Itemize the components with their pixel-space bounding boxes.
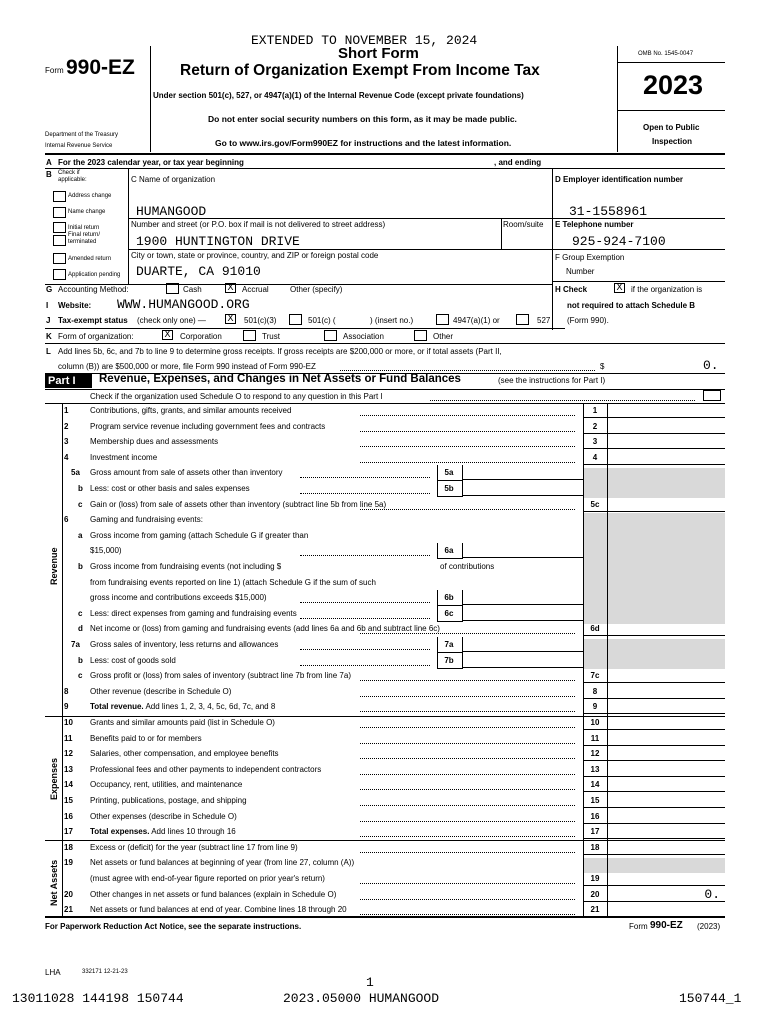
expenses-side-label: Expenses: [49, 757, 59, 800]
gross-receipts-value: 0.: [703, 358, 719, 373]
line-number: d: [78, 624, 83, 633]
inspection: Inspection: [652, 137, 693, 146]
dept-treasury: Department of the Treasury: [45, 132, 119, 138]
line-text-main: Other changes in net assets or fund balances (explain in Schedule O): [90, 890, 337, 899]
line-box-number: 2: [592, 422, 598, 431]
gross-receipts-dollar: $: [600, 362, 605, 371]
line-text-main: Gross income from fundraising events (not including $: [90, 562, 282, 571]
line-text-main: Professional fees and other payments to independent contractors: [90, 765, 322, 774]
line-text: [90, 562, 281, 571]
line-text-main: Gross profit or (loss) from sales of inventory (subtract line 7b from line 7a): [90, 671, 351, 680]
amended-return-label: Amended return: [68, 256, 112, 262]
row-b-letter: B: [46, 170, 52, 179]
line-text: [90, 702, 275, 711]
inner-box-label: 5a: [444, 468, 454, 477]
inner-box-label: 7a: [444, 640, 454, 649]
revenue-side-label: Revenue: [49, 547, 59, 585]
line-number: c: [78, 500, 83, 509]
footer-center-code: 2023.05000 HUMANGOOD: [283, 991, 440, 1006]
line-text: [90, 812, 237, 821]
form-word: Form: [45, 66, 64, 75]
cash-label: Cash: [183, 285, 202, 294]
line-text-main: Less: direct expenses from gaming and fundraising events: [90, 609, 297, 618]
check-if-label: Check if: [58, 170, 80, 176]
line-text-main: Program service revenue including government fees and contracts: [90, 422, 326, 431]
terminated-label: terminated: [68, 239, 97, 245]
line-text: [90, 890, 336, 899]
final-return-label: Final return/: [68, 232, 101, 238]
omb-number: OMB No. 1545-0047: [638, 51, 694, 57]
line-text-main: Gross income from gaming (attach Schedule G if greater than: [90, 531, 309, 540]
line-text: [90, 515, 203, 524]
line-text-main: Excess or (deficit) for the year (subtract line 17 from line 9): [90, 843, 298, 852]
line-number: 6: [64, 515, 69, 524]
line-number: 15: [64, 796, 73, 805]
line-number: a: [78, 531, 83, 540]
phone-value: 925-924-7100: [572, 234, 666, 249]
phone-label: E Telephone number: [555, 220, 634, 229]
line-text-main: Other revenue (describe in Schedule O): [90, 687, 232, 696]
line-text: [90, 624, 440, 633]
line-box-number: 11: [590, 734, 600, 743]
extended-notice: EXTENDED TO NOVEMBER 15, 2024: [251, 33, 478, 48]
tax-exempt-label: Tax-exempt status: [58, 316, 128, 325]
form-title: Return of Organization Exempt From Income Tax: [180, 62, 540, 79]
line-box-number: 16: [590, 812, 600, 821]
corporation-checkbox[interactable]: X: [162, 330, 173, 340]
gross-receipts-text2: column (B)) are $500,000 or more, file Form 990 instead of Form 990-EZ: [58, 362, 316, 371]
line-box-number: 5c: [590, 500, 600, 509]
name-change-label: Name change: [68, 209, 106, 215]
accrual-checkbox[interactable]: X: [225, 283, 236, 293]
line-box-number: 13: [590, 765, 600, 774]
line-number: 12: [64, 749, 73, 758]
open-public: Open to Public: [643, 123, 700, 132]
street-label: Number and street (or P.O. box if mail is not delivered to street address): [131, 220, 386, 229]
schedule-o-check-text: Check if the organization used Schedule O to respond to any question in this Part I: [90, 392, 383, 401]
line-text: [90, 671, 351, 680]
line-text: [90, 796, 247, 805]
line-number: 14: [64, 780, 73, 789]
website-value: WWW.HUMANGOOD.ORG: [117, 297, 250, 312]
line-text-main: Gross amount from sale of assets other than inventory: [90, 468, 283, 477]
org-name-label: C Name of organization: [131, 175, 216, 184]
org-street: 1900 HUNTINGTON DRIVE: [136, 234, 300, 249]
page-number: 1: [366, 975, 374, 990]
line-text: [90, 546, 122, 555]
line-number: c: [78, 671, 83, 680]
line-box-number: 21: [590, 905, 600, 914]
paperwork-notice: For Paperwork Reduction Act Notice, see the separate instructions.: [45, 922, 302, 931]
inner-amount-field[interactable]: [462, 620, 583, 621]
line-text-main: (must agree with end-of-year figure reported on prior year's return): [90, 874, 325, 883]
cash-checkbox[interactable]: [166, 283, 179, 294]
line-text: [90, 843, 298, 852]
inner-amount-field[interactable]: [462, 667, 583, 668]
initial-return-checkbox[interactable]: [53, 222, 66, 233]
inner-amount-field[interactable]: [462, 479, 583, 480]
line-number: 18: [64, 843, 73, 852]
line-number: 20: [64, 890, 73, 899]
applicable-label: applicable:: [58, 177, 87, 183]
line-amount-field[interactable]: 0.: [704, 887, 720, 902]
501c3-checkbox[interactable]: X: [225, 314, 236, 324]
under-section: Under section 501(c), 527, or 4947(a)(1) of the Internal Revenue Code (except private foundations): [153, 91, 524, 100]
line-text-main: Less: cost of goods sold: [90, 656, 176, 665]
accounting-method-label: Accounting Method:: [58, 285, 129, 294]
line-text-main: gross income and contributions exceeds $15,000): [90, 593, 267, 602]
line-text: [90, 422, 325, 431]
accrual-label: Accrual: [242, 285, 269, 294]
line-box-number: 3: [592, 437, 598, 446]
name-change-checkbox[interactable]: [53, 207, 66, 218]
line-text-main: Gross sales of inventory, less returns and allowances: [90, 640, 279, 649]
footer-left-code: 13011028 144198 150744: [12, 991, 184, 1006]
line-number: b: [78, 484, 83, 493]
amended-return-checkbox[interactable]: [53, 253, 66, 264]
inner-amount-field[interactable]: [462, 495, 583, 496]
line-number: 3: [64, 437, 69, 446]
line-text: [90, 484, 250, 493]
goto-instructions: Go to www.irs.gov/Form990EZ for instructions and the latest information.: [215, 138, 512, 148]
tax-year-beginning: For the 2023 calendar year, or tax year beginning: [58, 158, 244, 167]
501c-checkbox[interactable]: [289, 314, 302, 325]
line-box-number: 4: [592, 453, 598, 462]
footer-form-number: 990-EZ: [650, 920, 683, 931]
trust-checkbox[interactable]: [243, 330, 256, 341]
net-assets-side-label: Net Assets: [49, 859, 59, 906]
line-text: [90, 780, 242, 789]
line-box-number: 6d: [590, 624, 600, 633]
line-text-main: Gaming and fundraising events:: [90, 515, 203, 524]
line-box-number: 9: [592, 702, 598, 711]
row-l-letter: L: [46, 347, 51, 356]
527-checkbox[interactable]: [516, 314, 529, 325]
line-text: [90, 905, 347, 914]
line-box-number: 19: [590, 874, 600, 883]
line-text: [90, 640, 278, 649]
line-box-number: 18: [590, 843, 600, 852]
line-number: 19: [64, 858, 73, 867]
group-exemption-label: F Group Exemption: [555, 253, 625, 262]
4947-checkbox[interactable]: [436, 314, 449, 325]
line-text-main: Other expenses (describe in Schedule O): [90, 812, 237, 821]
line-number: 9: [64, 702, 69, 711]
irs-label: Internal Revenue Service: [45, 143, 113, 149]
501c-label: 501(c) (: [308, 316, 336, 325]
line-number: 5a: [71, 468, 80, 477]
line-text: [90, 609, 297, 618]
line-extra-text: of contributions: [440, 562, 495, 571]
schedule-b-checkbox[interactable]: X: [614, 283, 625, 293]
city-label: City or town, state or province, country, and ZIP or foreign postal code: [131, 251, 379, 260]
4947-label: 4947(a)(1) or: [453, 316, 500, 325]
line-text: [90, 593, 267, 602]
corporation-label: Corporation: [180, 332, 222, 341]
line-text-main: Investment income: [90, 453, 158, 462]
address-change-label: Address change: [68, 193, 112, 199]
form-of-org-label: Form of organization:: [58, 332, 134, 341]
part1-label: Part I: [48, 375, 76, 387]
line-text-main: Printing, publications, postage, and shipping: [90, 796, 247, 805]
line-text-main: Benefits paid to or for members: [90, 734, 202, 743]
line-number: 2: [64, 422, 69, 431]
line-box-number: 15: [590, 796, 600, 805]
line-number: 4: [64, 453, 69, 462]
line-text: [90, 656, 176, 665]
ein-label: D Employer identification number: [555, 175, 684, 184]
line-text: [90, 468, 283, 477]
line-text-main: Gain or (loss) from sale of assets other than inventory (subtract line 5b from line 5a): [90, 500, 387, 509]
association-label: Association: [343, 332, 384, 341]
check-one-note: (check only one) —: [137, 316, 206, 325]
line-number: 17: [64, 827, 73, 836]
final-return-checkbox[interactable]: [53, 235, 66, 246]
line-text: [90, 858, 354, 867]
room-suite-label: Room/suite: [503, 220, 544, 229]
group-number-label: Number: [566, 267, 595, 276]
line-text-main: Net assets or fund balances at beginning of year (from line 27, column (A)): [90, 858, 355, 867]
line-text: [90, 531, 308, 540]
footer-right-code: 150744_1: [679, 991, 742, 1006]
part1-note: (see the instructions for Part I): [498, 376, 606, 385]
line-text: [90, 453, 157, 462]
application-pending-checkbox[interactable]: [53, 269, 66, 280]
row-g-letter: G: [46, 285, 53, 294]
inner-amount-field[interactable]: [462, 557, 583, 558]
part1-title: Revenue, Expenses, and Changes in Net Assets or Fund Balances: [99, 373, 461, 385]
line-text-main: $15,000): [90, 546, 122, 555]
line-number: 8: [64, 687, 69, 696]
footer-form-year: (2023): [697, 922, 721, 931]
line-box-number: 7c: [590, 671, 600, 680]
line-text: [90, 734, 202, 743]
line-text-main: Occupancy, rent, utilities, and maintenance: [90, 780, 243, 789]
line-text: [90, 874, 325, 883]
row-i-letter: I: [46, 301, 49, 310]
form-number: 990-EZ: [66, 56, 135, 79]
line-box-number: 10: [590, 718, 600, 727]
other-method-label: Other (specify): [290, 285, 343, 294]
line-text-main: Total expenses.: [90, 827, 150, 836]
line-text: [90, 578, 376, 587]
line-text: [90, 687, 231, 696]
inner-box-label: 6a: [444, 546, 454, 555]
line-text: [90, 437, 218, 446]
schedule-b-text1: if the organization is: [631, 285, 703, 294]
line-number: 13: [64, 765, 73, 774]
schedule-b-text3: (Form 990).: [567, 316, 609, 325]
line-text: [90, 827, 236, 836]
inner-amount-field[interactable]: [462, 604, 583, 605]
footer-form-word: Form: [629, 922, 648, 931]
line-text: [90, 749, 279, 758]
line-box-number: 20: [590, 890, 600, 899]
short-form-title: Short Form: [338, 45, 419, 62]
line-text-main: Total revenue.: [90, 702, 144, 711]
inner-box-label: 6b: [444, 593, 454, 602]
line-number: 7a: [71, 640, 80, 649]
line-text-main: Membership dues and assessments: [90, 437, 219, 446]
insert-no-label: ) (insert no.): [370, 316, 414, 325]
inner-amount-field[interactable]: [462, 651, 583, 652]
line-box-number: 17: [590, 827, 600, 836]
address-change-checkbox[interactable]: [53, 191, 66, 202]
do-not-enter-ssn: Do not enter social security numbers on this form, as it may be made public.: [208, 114, 517, 124]
application-pending-label: Application pending: [68, 272, 121, 278]
lha-label: LHA: [45, 968, 61, 977]
line-text-secondary: Add lines 1, 2, 3, 4, 5c, 6d, 7c, and 8: [143, 702, 276, 711]
tax-year: 2023: [643, 70, 704, 100]
association-checkbox[interactable]: [324, 330, 337, 341]
line-box-number: 12: [590, 749, 600, 758]
line-text-main: from fundraising events reported on line 1) (attach Schedule G if the sum of such: [90, 578, 376, 587]
tax-year-ending: , and ending: [494, 158, 542, 167]
line-box-number: 14: [590, 780, 600, 789]
form-code: 332171 12-21-23: [82, 969, 128, 975]
row-k-letter: K: [46, 332, 52, 341]
gross-receipts-text1: Add lines 5b, 6c, and 7b to line 9 to determine gross receipts. If gross receipts are $200,000 or more, or if total assets (Part II,: [58, 347, 502, 356]
inner-box-label: 7b: [444, 656, 454, 665]
h-check-label: H Check: [555, 285, 588, 294]
line-text-secondary: Add lines 10 through 16: [149, 827, 236, 836]
org-city: DUARTE, CA 91010: [136, 264, 261, 279]
row-a-letter: A: [46, 158, 52, 167]
line-number: 10: [64, 718, 73, 727]
ein-value: 31-1558961: [569, 204, 648, 219]
line-number: 21: [64, 905, 73, 914]
line-number: 11: [64, 734, 73, 743]
line-text: [90, 718, 275, 727]
row-j-letter: J: [46, 316, 51, 325]
line-text-main: Net income or (loss) from gaming and fundraising events (add lines 6a and 6b and subtract line 6c): [90, 624, 440, 633]
line-text-main: Salaries, other compensation, and employee benefits: [90, 749, 279, 758]
line-text: [90, 406, 291, 415]
527-label: 527: [537, 316, 551, 325]
inner-box-label: 6c: [444, 609, 454, 618]
line-box-number: 1: [592, 406, 598, 415]
line-number: 1: [64, 406, 69, 415]
line-text: [90, 500, 386, 509]
line-number: 16: [64, 812, 73, 821]
other-org-label: Other: [433, 332, 454, 341]
line-number: b: [78, 562, 83, 571]
line-number: c: [78, 609, 83, 618]
line-text-main: Contributions, gifts, grants, and similar amounts received: [90, 406, 292, 415]
501c3-label: 501(c)(3): [244, 316, 277, 325]
org-name: HUMANGOOD: [136, 204, 207, 219]
line-text-main: Net assets or fund balances at end of year. Combine lines 18 through 20: [90, 905, 347, 914]
line-text-main: Grants and similar amounts paid (list in Schedule O): [90, 718, 275, 727]
website-label: Website:: [58, 301, 92, 310]
other-org-checkbox[interactable]: [414, 330, 427, 341]
schedule-b-text2: not required to attach Schedule B: [567, 301, 696, 310]
trust-label: Trust: [262, 332, 280, 341]
line-number: b: [78, 656, 83, 665]
inner-box-label: 5b: [444, 484, 454, 493]
line-box-number: 8: [592, 687, 598, 696]
line-text-main: Less: cost or other basis and sales expenses: [90, 484, 250, 493]
initial-return-label: Initial return: [68, 225, 100, 231]
schedule-o-checkbox[interactable]: [703, 390, 721, 401]
line-text: [90, 765, 321, 774]
